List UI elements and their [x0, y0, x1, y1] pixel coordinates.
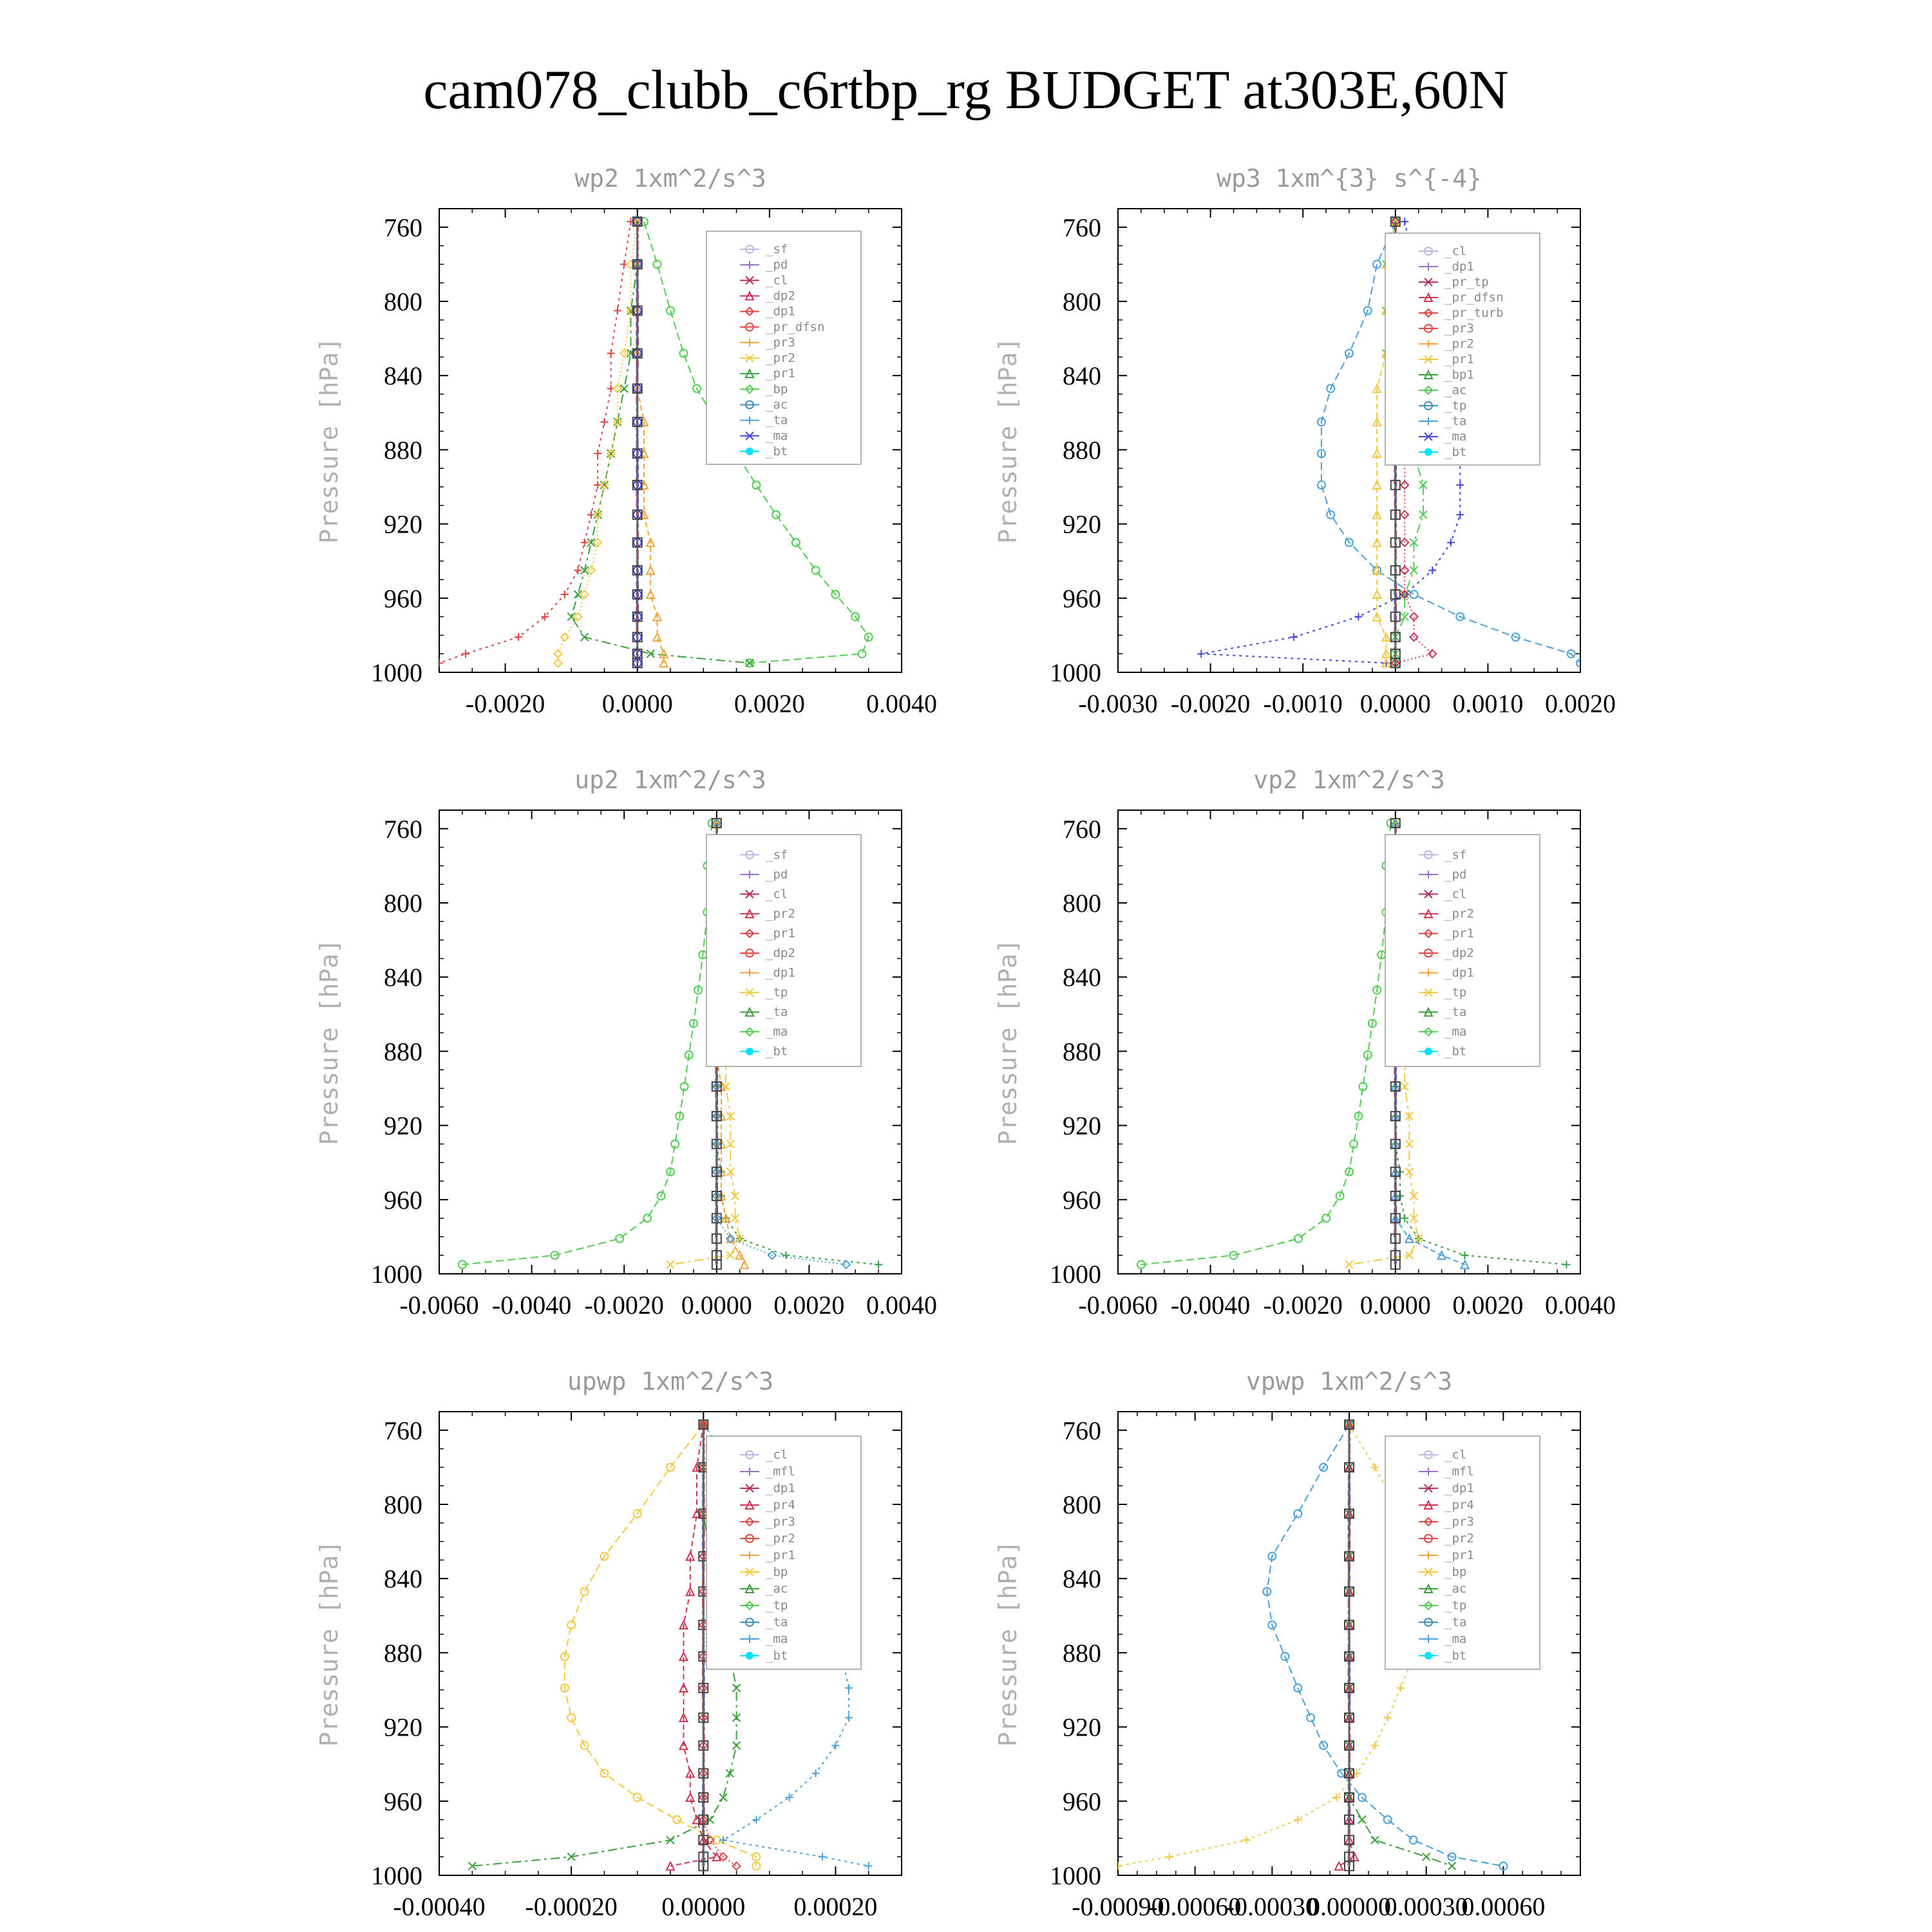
legend-label: _ac	[766, 397, 788, 412]
legend-label: _ma	[766, 1025, 788, 1039]
y-axis-label: Pressure [hPa]	[315, 337, 343, 544]
legend-label: _bp	[1444, 1565, 1467, 1579]
legend-label: _pd	[766, 258, 788, 272]
legend-label: _ma	[1444, 1632, 1467, 1646]
legend-marker	[746, 1048, 753, 1056]
y-tick-label: 920	[1063, 1712, 1101, 1742]
y-tick-label: 760	[1063, 213, 1101, 242]
legend-label: _pr1	[1444, 926, 1474, 941]
x-tick-label: 0.0020	[773, 1291, 845, 1320]
y-tick-label: 840	[1063, 963, 1101, 992]
y-tick-label: 920	[384, 1712, 422, 1742]
legend-label: _pr_turb	[1444, 306, 1504, 320]
legend-label: _dp1	[766, 304, 795, 319]
x-tick-label: -0.00060	[1149, 1892, 1242, 1921]
y-tick-label: 760	[384, 213, 422, 242]
legend	[706, 231, 861, 464]
legend-label: _ta	[766, 1615, 788, 1629]
legend-label: _pr1	[766, 926, 795, 941]
x-tick-label: 0.0040	[1545, 1291, 1616, 1320]
legend-label: _bt	[766, 444, 788, 459]
legend-label: _sf	[1444, 848, 1467, 862]
y-tick-label: 800	[384, 287, 422, 316]
y-axis-label: Pressure [hPa]	[315, 938, 343, 1146]
y-axis-label: Pressure [hPa]	[994, 337, 1022, 544]
legend-label: _ma	[1444, 430, 1467, 444]
x-tick-label: -0.00090	[1072, 1892, 1164, 1921]
y-tick-label: 880	[384, 1638, 422, 1668]
x-tick-label: 0.0000	[601, 689, 673, 718]
y-tick-label: 800	[1063, 889, 1101, 918]
legend-label: _pr_dfsn	[766, 319, 825, 334]
y-tick-label: 880	[1063, 1037, 1101, 1066]
legend	[1385, 835, 1540, 1066]
legend-label: _bt	[1444, 1044, 1467, 1059]
legend-label: _cl	[1444, 1448, 1467, 1462]
legend-label: _pr3	[1444, 321, 1474, 336]
legend-label: _pr3	[1444, 1515, 1474, 1529]
legend-label: _ac	[766, 1582, 788, 1596]
panel-title: wp3 1xm^{3} s^{-4}	[1217, 164, 1482, 193]
legend-label: _ma	[1444, 1025, 1467, 1039]
y-tick-label: 760	[384, 814, 422, 844]
legend-label: _cl	[766, 887, 788, 902]
x-tick-label: -0.0030	[1078, 689, 1158, 718]
legend-label: _pr_tp	[1444, 275, 1489, 289]
y-tick-label: 960	[1063, 1786, 1101, 1816]
y-axis-label: Pressure [hPa]	[994, 1540, 1022, 1747]
panel-title: up2 1xm^2/s^3	[574, 766, 766, 794]
legend-label: _ac	[1444, 1582, 1467, 1596]
legend-label: _ta	[766, 413, 788, 428]
y-tick-label: 800	[384, 1490, 422, 1519]
y-tick-label: 1000	[1050, 1861, 1101, 1890]
legend-label: _tp	[1444, 1598, 1467, 1613]
panel-title: vpwp 1xm^2/s^3	[1245, 1367, 1453, 1396]
x-tick-label: 0.0040	[866, 1291, 937, 1320]
legend-label: _bp	[766, 382, 788, 397]
x-tick-label: -0.0020	[584, 1291, 664, 1320]
y-tick-label: 760	[384, 1416, 422, 1445]
y-tick-label: 880	[1063, 435, 1101, 465]
x-tick-label: -0.0060	[399, 1291, 479, 1320]
legend-label: _tp	[1444, 399, 1467, 413]
legend	[1385, 1436, 1540, 1669]
legend-label: _bt	[1444, 445, 1467, 459]
x-tick-label: 0.0040	[866, 689, 937, 718]
legend-label: _pr1	[1444, 352, 1474, 366]
legend-label: _dp1	[766, 1481, 795, 1495]
legend-label: _ta	[1444, 1615, 1467, 1629]
y-tick-label: 920	[1063, 509, 1101, 539]
x-tick-label: 0.00020	[793, 1892, 878, 1921]
x-tick-label: -0.0040	[491, 1291, 572, 1320]
legend-label: _ta	[766, 1005, 788, 1019]
legend-label: _sf	[766, 242, 788, 257]
x-tick-label: -0.00030	[1226, 1892, 1318, 1921]
x-tick-label: 0.00000	[1307, 1892, 1391, 1921]
x-tick-label: 0.0010	[1452, 689, 1524, 718]
legend-label: _pr2	[1444, 1531, 1474, 1546]
y-tick-label: 960	[1063, 1185, 1101, 1215]
x-tick-label: 0.00060	[1461, 1892, 1546, 1921]
y-tick-label: 1000	[371, 1260, 422, 1289]
x-tick-label: 0.00030	[1384, 1892, 1468, 1921]
legend-label: _tp	[766, 1598, 788, 1613]
x-tick-label: -0.0020	[465, 689, 545, 718]
legend-label: _pr_dfsn	[1444, 290, 1504, 305]
panel-title: upwp 1xm^2/s^3	[567, 1367, 774, 1396]
legend-label: _cl	[1444, 887, 1467, 902]
legend-label: _pr2	[1444, 906, 1474, 921]
y-tick-label: 800	[1063, 1490, 1101, 1519]
y-tick-label: 920	[384, 509, 422, 539]
legend-label: _bp1	[1444, 368, 1474, 382]
x-tick-label: 0.0000	[681, 1291, 752, 1320]
legend-label: _bt	[1444, 1649, 1467, 1663]
panel-title: wp2 1xm^2/s^3	[574, 164, 766, 193]
legend-label: _ma	[766, 428, 788, 443]
y-tick-label: 840	[1063, 361, 1101, 391]
legend-label: _dp2	[766, 289, 795, 303]
legend-marker	[746, 1652, 753, 1660]
legend-label: _cl	[1444, 244, 1467, 258]
y-tick-label: 840	[384, 361, 422, 391]
legend-label: _bt	[766, 1649, 788, 1663]
y-tick-label: 1000	[371, 1861, 422, 1890]
legend	[706, 1436, 861, 1669]
x-tick-label: -0.00020	[525, 1892, 618, 1921]
legend-label: _tp	[766, 985, 788, 1000]
x-tick-label: 0.0020	[1545, 689, 1616, 718]
legend-marker	[1425, 1652, 1432, 1660]
legend-label: _ta	[1444, 414, 1467, 428]
legend-label: _dp2	[1444, 946, 1474, 960]
y-tick-label: 760	[1063, 1416, 1101, 1445]
legend-label: _dp2	[766, 946, 795, 960]
legend-label: _mfl	[1444, 1464, 1474, 1479]
legend-label: _pr2	[1444, 337, 1474, 351]
legend-marker	[1425, 448, 1432, 456]
y-tick-label: 920	[1063, 1111, 1101, 1141]
legend-label: _tp	[1444, 985, 1467, 1000]
legend-label: _cl	[766, 1448, 788, 1462]
y-tick-label: 880	[1063, 1638, 1101, 1668]
legend-label: _dp1	[1444, 260, 1474, 274]
y-tick-label: 1000	[371, 658, 422, 687]
y-tick-label: 840	[1063, 1564, 1101, 1594]
legend-label: _dp1	[766, 965, 795, 980]
legend-label: _dp1	[1444, 1481, 1474, 1495]
y-tick-label: 840	[384, 1564, 422, 1594]
legend	[1385, 233, 1540, 465]
legend-label: _ac	[1444, 383, 1467, 397]
legend-label: _pr3	[766, 335, 795, 350]
panel-title: vp2 1xm^2/s^3	[1253, 766, 1445, 794]
y-axis-label: Pressure [hPa]	[315, 1540, 343, 1747]
x-tick-label: -0.0020	[1170, 689, 1251, 718]
x-tick-label: -0.00040	[393, 1892, 486, 1921]
x-tick-label: 0.0000	[1359, 689, 1431, 718]
y-tick-label: 1000	[1050, 658, 1101, 687]
legend-label: _sf	[766, 848, 788, 862]
legend-label: _ta	[1444, 1005, 1467, 1019]
x-tick-label: -0.0040	[1170, 1291, 1251, 1320]
x-tick-label: 0.0020	[734, 689, 805, 718]
x-tick-label: -0.0010	[1263, 689, 1343, 718]
y-tick-label: 800	[1063, 287, 1101, 316]
y-tick-label: 960	[384, 1786, 422, 1816]
legend-label: _bp	[766, 1565, 788, 1579]
y-tick-label: 960	[384, 1185, 422, 1215]
legend-label: _pr4	[1444, 1498, 1474, 1512]
x-tick-label: -0.0020	[1263, 1291, 1343, 1320]
legend-label: _cl	[766, 273, 788, 288]
legend-label: _pr1	[766, 1548, 795, 1562]
legend-label: _mfl	[766, 1464, 795, 1479]
x-tick-label: 0.0000	[1359, 1291, 1431, 1320]
legend-label: _pd	[1444, 867, 1467, 882]
x-tick-label: 0.00000	[661, 1892, 746, 1921]
legend-label: _pr4	[766, 1498, 795, 1512]
y-axis-label: Pressure [hPa]	[994, 938, 1022, 1146]
figure-title: cam078_clubb_c6rtbp_rg BUDGET at303E,60N	[423, 59, 1509, 120]
legend-label: _ma	[766, 1632, 788, 1646]
legend	[706, 835, 861, 1066]
y-tick-label: 760	[1063, 814, 1101, 844]
legend-label: _bt	[766, 1044, 788, 1059]
y-tick-label: 800	[384, 889, 422, 918]
legend-label: _pr2	[766, 906, 795, 921]
legend-label: _pr2	[766, 1531, 795, 1546]
y-tick-label: 880	[384, 1037, 422, 1066]
legend-label: _pr1	[766, 366, 795, 381]
y-tick-label: 1000	[1050, 1260, 1101, 1289]
legend-label: _pr3	[766, 1515, 795, 1529]
y-tick-label: 840	[384, 963, 422, 992]
legend-marker	[746, 448, 753, 455]
legend-marker	[1425, 1048, 1432, 1056]
y-tick-label: 960	[1063, 583, 1101, 613]
legend-label: _pd	[766, 867, 788, 882]
y-tick-label: 880	[384, 435, 422, 465]
y-tick-label: 920	[384, 1111, 422, 1141]
x-tick-label: -0.0060	[1078, 1291, 1158, 1320]
legend-label: _pr1	[1444, 1548, 1474, 1562]
legend-label: _pr2	[766, 351, 795, 366]
legend-label: _dp1	[1444, 965, 1474, 980]
x-tick-label: 0.0020	[1452, 1291, 1524, 1320]
y-tick-label: 960	[384, 583, 422, 613]
